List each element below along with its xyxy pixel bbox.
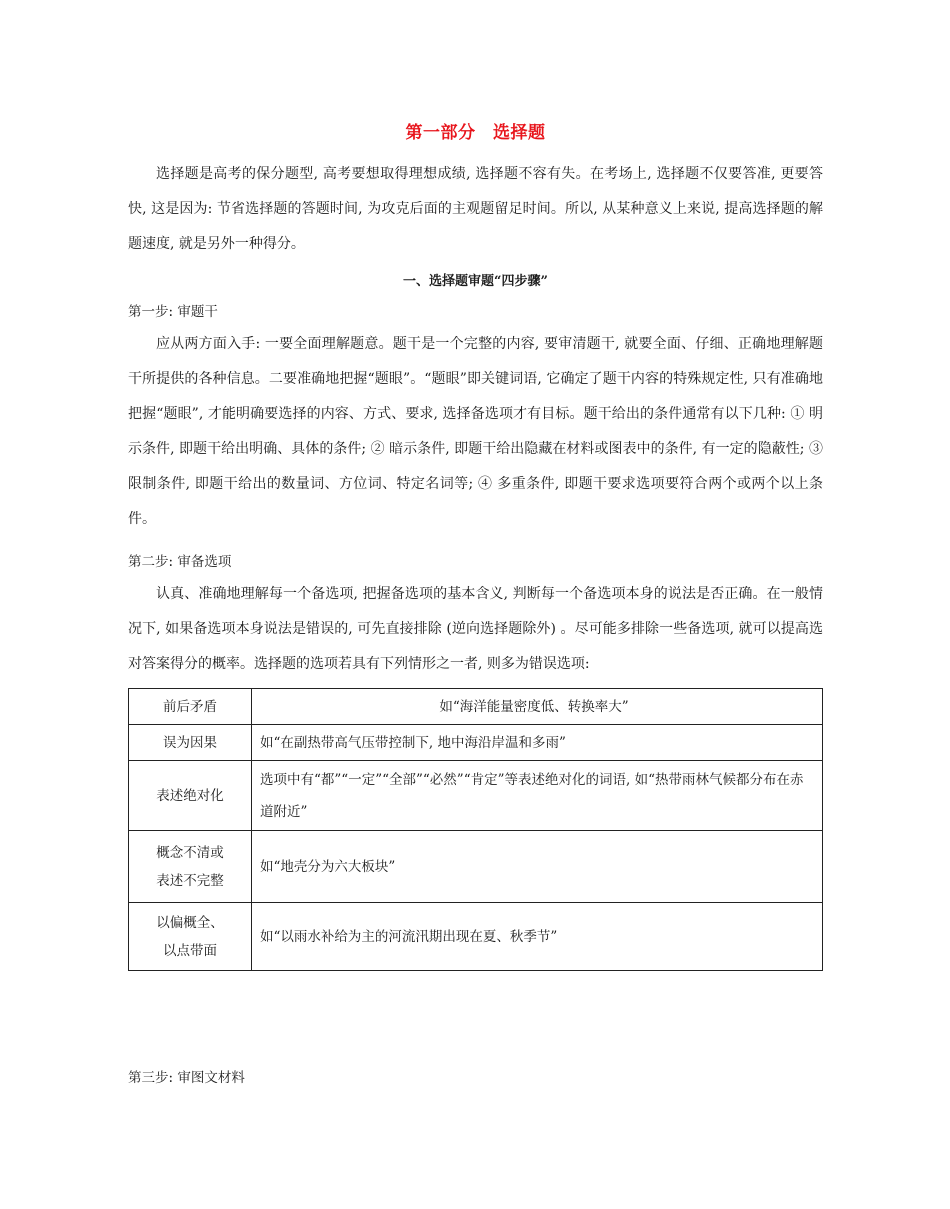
page-title: 第一部分 选择题: [405, 123, 546, 143]
table-cell-example: 选项中有“都”“一定”“全部”“必然”“肯定”等表述绝对化的词语, 如“热带雨林气候都分布在赤道附近”: [252, 761, 823, 831]
table-cell-type: 表述绝对化: [129, 761, 252, 831]
table-cell-type-line: 以点带面: [163, 942, 217, 959]
section-heading: 一、选择题审题“四步骤”: [403, 274, 548, 289]
table-row: [129, 831, 823, 903]
table-cell-type: [129, 831, 252, 903]
table-cell-type-line: 以偏概全、: [156, 914, 224, 931]
table-cell-type-line: 概念不清或: [156, 844, 224, 861]
table-row: [129, 725, 823, 761]
table-cell-example: 如“海洋能量密度低、转换率大”: [252, 689, 823, 725]
step2-paragraph: 认真、准确地理解每一个备选项, 把握备选项的基本含义, 判断每一个备选项本身的说法是否正确。在一般情况下, 如果备选项本身说法是错误的, 可先直接排除 (逆向选择题除外) 。尽可能多排除一些备选项, 就可以提高选对答案得分的概率。选择题的选项若具有下列情形之一者, 则多为错误选项:: [128, 586, 823, 672]
table-cell-example: 如“以雨水补给为主的河流汛期出现在夏、秋季节”: [252, 903, 823, 971]
table-row: [129, 761, 823, 831]
step1-label: 第一步: 审题干: [128, 304, 218, 320]
table-row: [129, 689, 823, 725]
error-option-table: [128, 688, 823, 971]
table-cell-type: 误为因果: [129, 725, 252, 761]
table-cell-example: 如“地壳分为六大板块”: [252, 831, 823, 903]
table-cell-type: [129, 903, 252, 971]
table-cell-type-line: 表述不完整: [156, 872, 224, 889]
table-cell-type: 前后矛盾: [129, 689, 252, 725]
step1-paragraph: 应从两方面入手: 一要全面理解题意。题干是一个完整的内容, 要审清题干, 就要全面、仔细、正确地理解题干所提供的各种信息。二要准确地把握“题眼”。“题眼”即关键词语, 它确定了题干内容的特殊规定性, 只有准确地把握“题眼”, 才能明确要选择的内容、方式、要求, 选择备选项才有目标。题干给出的条件通常有以下几种: ① 明示条件, 即题干给出明确、具体的条件; ② 暗示条件, 即题干给出隐藏在材料或图表中的条件, 有一定的隐蔽性; ③ 限制条件, 即题干给出的数量词、方位词、特定名词等; ④ 多重条件, 即题干要求选项要符合两个或两个以上条件。: [128, 336, 823, 527]
table-row: [129, 903, 823, 971]
table-cell-example: 如“在副热带高气压带控制下, 地中海沿岸温和多雨”: [252, 725, 823, 761]
step3-label: 第三步: 审图文材料: [128, 1070, 245, 1086]
step2-label: 第二步: 审备选项: [128, 554, 232, 570]
intro-paragraph: 选择题是高考的保分题型, 高考要想取得理想成绩, 选择题不容有失。在考场上, 选择题不仅要答准, 更要答快, 这是因为: 节省选择题的答题时间, 为攻克后面的主观题留足时间。所以, 从某种意义上来说, 提高选择题的解题速度, 就是另外一种得分。: [128, 166, 823, 252]
